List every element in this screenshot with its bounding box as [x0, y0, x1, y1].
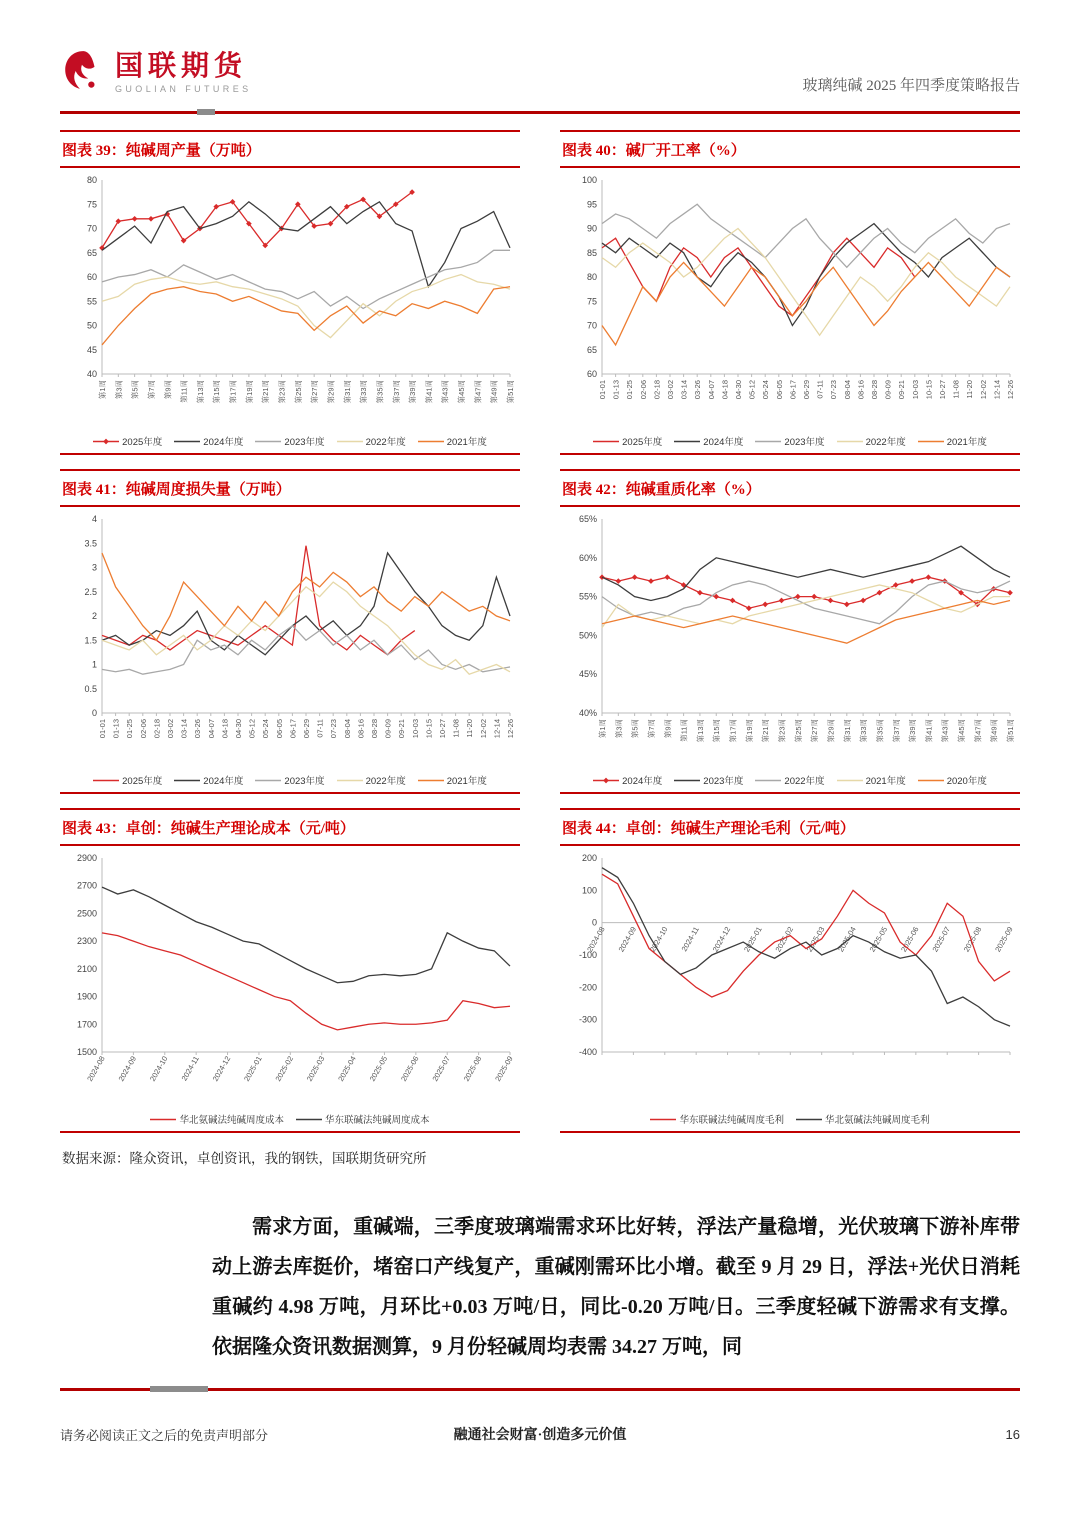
svg-text:第3周: 第3周 [614, 719, 624, 739]
svg-text:06-05: 06-05 [274, 719, 284, 739]
chart-block-43 [60, 808, 520, 1133]
svg-text:65%: 65% [578, 514, 597, 524]
chart-title-43: 图表 43：卓创：纯碱生产理论成本（元/吨） [60, 808, 520, 846]
svg-text:-300: -300 [578, 1014, 597, 1025]
svg-text:2025-08: 2025-08 [961, 925, 984, 954]
svg-text:08-04: 08-04 [842, 380, 852, 400]
footer-rule [60, 1388, 1020, 1391]
svg-text:1500: 1500 [76, 1047, 97, 1057]
legend-item: 2024年度 [203, 776, 244, 787]
svg-text:2900: 2900 [76, 853, 97, 863]
svg-text:55%: 55% [578, 591, 597, 602]
svg-text:1.5: 1.5 [84, 635, 97, 646]
legend-item: 2024年度 [593, 773, 662, 787]
svg-text:第39周: 第39周 [408, 380, 418, 404]
svg-text:第33周: 第33周 [859, 719, 869, 743]
brand-subtitle: GUOLIAN FUTURES [115, 84, 252, 95]
svg-text:03-02: 03-02 [166, 719, 175, 739]
svg-text:40: 40 [86, 369, 97, 379]
svg-text:03-14: 03-14 [679, 380, 689, 400]
chart-block-42 [560, 469, 1020, 794]
legend-item: 2023年度 [703, 776, 744, 787]
svg-text:05-12: 05-12 [247, 719, 257, 739]
svg-text:2025-04: 2025-04 [836, 925, 858, 954]
svg-text:03-26: 03-26 [693, 380, 703, 400]
legend-item: 2021年度 [446, 437, 487, 448]
legend-item: 2025年度 [122, 776, 163, 787]
svg-text:2025-06: 2025-06 [899, 925, 921, 954]
svg-text:05-12: 05-12 [747, 380, 757, 400]
svg-text:2024-08: 2024-08 [85, 1054, 107, 1083]
svg-text:第11周: 第11周 [179, 380, 189, 403]
svg-text:2025-07: 2025-07 [430, 1054, 452, 1083]
svg-text:2025-05: 2025-05 [367, 1054, 390, 1083]
svg-text:12-26: 12-26 [506, 719, 515, 739]
svg-text:第5周: 第5周 [130, 380, 140, 400]
svg-text:10-15: 10-15 [424, 719, 434, 739]
svg-text:-200: -200 [578, 982, 597, 993]
chart-title-40: 图表 40：碱厂开工率（%） [560, 130, 1020, 168]
chart-block-40 [560, 130, 1020, 455]
footer-rule-mark [150, 1386, 208, 1392]
svg-text:-400: -400 [578, 1047, 597, 1057]
svg-text:第31周: 第31周 [842, 719, 852, 743]
svg-text:第29周: 第29周 [826, 719, 836, 743]
legend-item: 2023年度 [284, 776, 325, 787]
svg-text:-100: -100 [578, 950, 597, 960]
svg-text:70: 70 [86, 223, 97, 234]
svg-text:09-09: 09-09 [383, 719, 393, 739]
svg-text:2025-04: 2025-04 [336, 1054, 358, 1083]
legend-item: 2021年度 [865, 776, 906, 787]
svg-text:07-11: 07-11 [315, 719, 325, 738]
svg-text:50%: 50% [578, 630, 597, 641]
svg-text:12-14: 12-14 [992, 380, 1002, 400]
svg-text:2.5: 2.5 [84, 586, 97, 597]
svg-text:第9周: 第9周 [163, 380, 173, 400]
svg-text:60: 60 [586, 369, 597, 379]
chart-41-canvas [60, 511, 520, 787]
svg-text:第27周: 第27周 [310, 380, 320, 404]
chart-39-canvas [60, 172, 520, 448]
svg-text:第21周: 第21周 [761, 719, 771, 743]
svg-text:第11周: 第11周 [679, 719, 689, 742]
svg-text:04-30: 04-30 [734, 380, 743, 400]
svg-text:第27周: 第27周 [810, 719, 820, 743]
svg-text:2025-06: 2025-06 [399, 1054, 421, 1083]
svg-text:2024-10: 2024-10 [147, 1054, 170, 1083]
brand-logo [60, 48, 252, 99]
svg-text:02-06: 02-06 [638, 380, 648, 400]
svg-text:2024-09: 2024-09 [616, 925, 639, 954]
svg-text:2025-08: 2025-08 [461, 1054, 484, 1083]
svg-text:90: 90 [586, 223, 597, 234]
svg-text:第47周: 第47周 [973, 719, 983, 743]
svg-text:03-26: 03-26 [193, 719, 203, 739]
svg-text:04-18: 04-18 [720, 380, 730, 400]
svg-text:第51周: 第51周 [506, 380, 515, 404]
footer-slogan: 融通社会财富·创造多元价值 [453, 1428, 627, 1443]
svg-text:05-24: 05-24 [261, 719, 271, 739]
svg-text:10-15: 10-15 [924, 380, 934, 400]
legend-item: 2021年度 [946, 437, 987, 448]
svg-text:2025-01: 2025-01 [742, 925, 764, 954]
svg-text:3: 3 [91, 562, 97, 573]
chart-43-canvas [60, 850, 520, 1126]
svg-text:第1周: 第1周 [98, 380, 107, 400]
svg-text:100: 100 [581, 175, 597, 185]
svg-text:2025-01: 2025-01 [242, 1054, 264, 1083]
svg-text:11-08: 11-08 [451, 719, 461, 738]
svg-text:80: 80 [586, 272, 597, 282]
svg-text:第41周: 第41周 [424, 380, 434, 404]
svg-text:60: 60 [86, 272, 97, 282]
svg-text:07-23: 07-23 [829, 380, 839, 400]
svg-text:06-29: 06-29 [802, 380, 811, 400]
svg-text:11-08: 11-08 [951, 380, 961, 399]
legend-item: 华北氨碱法纯碱周度成本 [179, 1115, 284, 1126]
svg-text:2024-11: 2024-11 [679, 925, 701, 954]
svg-text:09-09: 09-09 [883, 380, 893, 400]
svg-text:第19周: 第19周 [244, 380, 254, 404]
svg-text:10-27: 10-27 [938, 380, 947, 400]
svg-text:第49周: 第49周 [989, 719, 999, 743]
svg-text:第33周: 第33周 [359, 380, 369, 404]
svg-text:第17周: 第17周 [728, 719, 738, 743]
svg-text:55: 55 [86, 296, 97, 307]
svg-text:08-28: 08-28 [370, 719, 379, 739]
legend-item: 2023年度 [284, 437, 325, 448]
body-paragraph: 需求方面，重碱端，三季度玻璃端需求环比好转，浮法产量稳增，光伏玻璃下游补库带动上游去库挺价，堵窑口产线复产，重碱刚需环比小增。截至 9 月 29 日，浮法+光伏日消耗重碱约 4.98 万吨，月环比+0.03 万吨/日，同比-0.20 万吨/日。三季度轻碱下游需求有支撑。依据隆众资讯数据测算，9 月份轻碱周均表需 34.27 万吨，同 [212, 1216, 1020, 1358]
chart-legend [560, 773, 1020, 787]
svg-text:第23周: 第23周 [777, 719, 787, 743]
svg-text:0: 0 [91, 708, 97, 718]
svg-text:第43周: 第43周 [440, 380, 450, 404]
svg-text:02-06: 02-06 [138, 719, 148, 739]
legend-item: 2022年度 [365, 437, 406, 448]
svg-text:第1周: 第1周 [598, 719, 607, 739]
svg-text:第37周: 第37周 [391, 380, 401, 404]
svg-text:2: 2 [91, 611, 97, 621]
svg-text:01-01: 01-01 [598, 380, 607, 400]
svg-text:第47周: 第47周 [473, 380, 483, 404]
svg-text:08-28: 08-28 [870, 380, 879, 400]
svg-text:第51周: 第51周 [1006, 719, 1015, 743]
svg-text:第9周: 第9周 [663, 719, 673, 739]
svg-text:0: 0 [591, 917, 597, 928]
svg-text:第7周: 第7周 [646, 719, 656, 739]
svg-text:2025-09: 2025-09 [493, 1054, 515, 1083]
chart-44-canvas [560, 850, 1020, 1126]
svg-text:10-03: 10-03 [410, 719, 420, 739]
svg-text:2024-10: 2024-10 [647, 925, 670, 954]
svg-text:2025-05: 2025-05 [867, 925, 890, 954]
doc-title: 玻璃纯碱 2025 年四季度策略报告 [802, 78, 1020, 94]
svg-text:第45周: 第45周 [457, 380, 467, 404]
chart-legend [560, 434, 1020, 448]
page-footer [60, 1424, 1020, 1444]
svg-text:2024-09: 2024-09 [116, 1054, 139, 1083]
chart-grid [60, 130, 1020, 1133]
svg-text:100: 100 [581, 885, 597, 896]
svg-text:2025-03: 2025-03 [804, 925, 827, 954]
svg-text:75: 75 [586, 296, 597, 307]
svg-text:4: 4 [91, 514, 97, 524]
chart-block-44 [560, 808, 1020, 1133]
svg-text:第35周: 第35周 [875, 719, 885, 743]
svg-text:第17周: 第17周 [228, 380, 238, 404]
svg-text:1900: 1900 [76, 991, 97, 1002]
chart-title-41: 图表 41：纯碱周度损失量（万吨） [60, 469, 520, 507]
svg-text:45: 45 [86, 344, 97, 355]
svg-text:第7周: 第7周 [146, 380, 156, 400]
svg-text:03-14: 03-14 [179, 719, 189, 739]
svg-text:10-03: 10-03 [910, 380, 920, 400]
svg-text:3.5: 3.5 [84, 538, 97, 549]
svg-text:第25周: 第25周 [793, 719, 803, 743]
svg-text:08-16: 08-16 [356, 719, 366, 739]
legend-item: 2025年度 [622, 437, 663, 448]
chart-title-42: 图表 42：纯碱重质化率（%） [560, 469, 1020, 507]
legend-item: 2020年度 [946, 776, 987, 787]
legend-item: 2023年度 [784, 437, 825, 448]
svg-text:第41周: 第41周 [924, 719, 934, 743]
svg-text:07-11: 07-11 [815, 380, 825, 399]
svg-text:01-25: 01-25 [125, 719, 135, 739]
svg-text:09-21: 09-21 [897, 380, 907, 400]
page-header [60, 48, 1020, 99]
svg-text:65: 65 [86, 247, 97, 258]
svg-text:11-20: 11-20 [965, 380, 975, 399]
legend-item: 2024年度 [203, 437, 244, 448]
svg-text:第31周: 第31周 [342, 380, 352, 404]
svg-text:第13周: 第13周 [695, 719, 705, 743]
svg-text:第35周: 第35周 [375, 380, 385, 404]
svg-text:01-13: 01-13 [111, 719, 121, 739]
legend-item: 2022年度 [865, 437, 906, 448]
svg-text:第25周: 第25周 [293, 380, 303, 404]
svg-text:第15周: 第15周 [212, 380, 222, 404]
svg-text:第29周: 第29周 [326, 380, 336, 404]
chart-legend [60, 434, 520, 448]
chart-42-canvas [560, 511, 1020, 787]
svg-text:60%: 60% [578, 552, 597, 563]
svg-text:12-26: 12-26 [1006, 380, 1015, 400]
svg-text:85: 85 [586, 247, 597, 258]
chart-legend [60, 1112, 520, 1126]
svg-text:第19周: 第19周 [744, 719, 754, 743]
svg-text:40%: 40% [578, 708, 597, 718]
legend-item: 2022年度 [365, 776, 406, 787]
svg-text:2300: 2300 [76, 936, 97, 947]
svg-text:06-17: 06-17 [288, 719, 298, 739]
svg-text:1700: 1700 [76, 1019, 97, 1030]
svg-text:12-14: 12-14 [492, 719, 502, 739]
svg-text:02-18: 02-18 [652, 380, 662, 400]
footer-disclaimer: 请务必阅读正文之后的免责声明部分 [60, 1427, 269, 1443]
svg-text:03-02: 03-02 [666, 380, 675, 400]
chart-title-44: 图表 44：卓创：纯碱生产理论毛利（元/吨） [560, 808, 1020, 846]
svg-text:04-07: 04-07 [706, 380, 716, 400]
svg-text:2025-02: 2025-02 [773, 925, 796, 954]
chart-legend [60, 773, 520, 787]
svg-text:06-05: 06-05 [774, 380, 784, 400]
svg-text:04-07: 04-07 [206, 719, 216, 739]
svg-text:05-24: 05-24 [761, 380, 771, 400]
svg-text:04-18: 04-18 [220, 719, 230, 739]
svg-text:08-04: 08-04 [342, 719, 352, 739]
svg-text:12-02: 12-02 [478, 719, 488, 739]
svg-text:01-13: 01-13 [611, 380, 621, 400]
svg-text:2024-12: 2024-12 [710, 925, 733, 954]
svg-text:06-17: 06-17 [788, 380, 798, 400]
svg-text:11-20: 11-20 [465, 719, 475, 738]
svg-text:01-25: 01-25 [625, 380, 635, 400]
svg-text:第21周: 第21周 [261, 380, 271, 404]
svg-text:2025-07: 2025-07 [930, 925, 952, 954]
phoenix-logo-icon [60, 48, 106, 99]
chart-title-39: 图表 39：纯碱周产量（万吨） [60, 130, 520, 168]
chart-40-canvas [560, 172, 1020, 448]
svg-text:95: 95 [586, 199, 597, 210]
svg-text:第49周: 第49周 [489, 380, 499, 404]
svg-text:2100: 2100 [76, 963, 97, 974]
svg-text:第45周: 第45周 [957, 719, 967, 743]
svg-text:第15周: 第15周 [712, 719, 722, 743]
legend-item: 2025年度 [93, 434, 162, 448]
svg-text:75: 75 [86, 199, 97, 210]
svg-text:第3周: 第3周 [114, 380, 124, 400]
svg-text:2024-12: 2024-12 [210, 1054, 233, 1083]
legend-item: 华东联碱法纯碱周度毛利 [679, 1115, 784, 1126]
svg-text:08-16: 08-16 [856, 380, 866, 400]
legend-item: 2021年度 [446, 776, 487, 787]
svg-text:04-30: 04-30 [234, 719, 243, 739]
svg-text:2025-09: 2025-09 [993, 925, 1015, 954]
svg-text:70: 70 [586, 320, 597, 331]
svg-text:200: 200 [581, 853, 597, 863]
svg-text:07-23: 07-23 [329, 719, 339, 739]
svg-text:45%: 45% [578, 669, 597, 680]
chart-block-39 [60, 130, 520, 455]
svg-text:2700: 2700 [76, 880, 97, 891]
legend-item: 华东联碱法纯碱周度成本 [325, 1115, 430, 1126]
svg-text:第37周: 第37周 [891, 719, 901, 743]
svg-text:2025-02: 2025-02 [273, 1054, 296, 1083]
header-rule-mark [197, 109, 215, 115]
svg-text:50: 50 [86, 320, 97, 331]
legend-item: 2024年度 [703, 437, 744, 448]
svg-text:12-02: 12-02 [978, 380, 988, 400]
svg-text:1: 1 [91, 659, 97, 670]
svg-text:10-27: 10-27 [438, 719, 447, 739]
brand-name: 国联期货 [115, 51, 248, 83]
svg-text:2025-03: 2025-03 [304, 1054, 327, 1083]
svg-text:06-29: 06-29 [302, 719, 311, 739]
svg-text:80: 80 [86, 175, 97, 185]
svg-text:第5周: 第5周 [630, 719, 640, 739]
data-source-note: 数据来源：隆众资讯，卓创资讯，我的钢铁，国联期货研究所 [62, 1151, 427, 1166]
svg-text:2500: 2500 [76, 908, 97, 919]
svg-text:第23周: 第23周 [277, 380, 287, 404]
chart-legend [560, 1112, 1020, 1126]
svg-text:2024-11: 2024-11 [179, 1054, 201, 1083]
svg-text:65: 65 [586, 344, 597, 355]
header-rule [60, 111, 1020, 114]
svg-text:02-18: 02-18 [152, 719, 162, 739]
legend-item: 2022年度 [784, 776, 825, 787]
chart-block-41 [60, 469, 520, 794]
svg-text:01-01: 01-01 [98, 719, 107, 739]
svg-text:第13周: 第13周 [195, 380, 205, 404]
svg-text:第39周: 第39周 [908, 719, 918, 743]
svg-text:0.5: 0.5 [84, 683, 97, 694]
legend-item: 华北氨碱法纯碱周度毛利 [825, 1115, 930, 1126]
svg-text:第43周: 第43周 [940, 719, 950, 743]
svg-text:2024-08: 2024-08 [585, 925, 607, 954]
footer-page-number: 16 [1005, 1426, 1020, 1442]
svg-text:09-21: 09-21 [397, 719, 407, 739]
